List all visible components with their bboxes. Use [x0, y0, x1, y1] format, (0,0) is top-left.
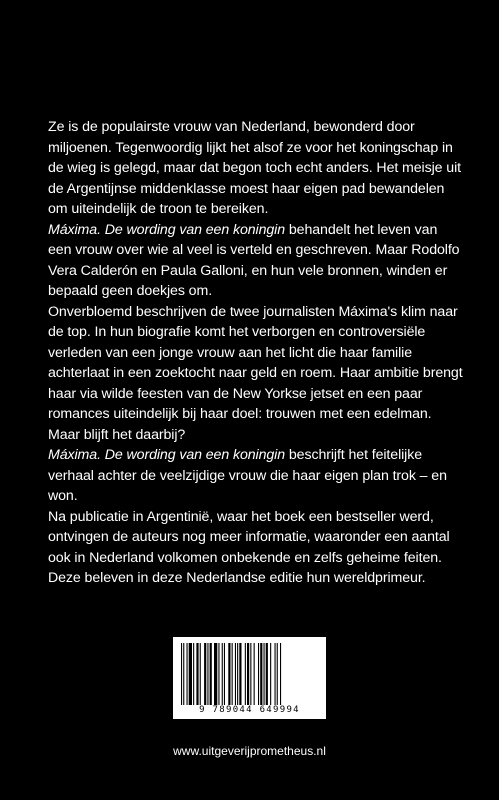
- barcode-bar: [189, 643, 192, 705]
- back-cover-blurb: [48, 117, 463, 589]
- barcode-bar: [207, 643, 208, 705]
- barcode-bar: [247, 643, 249, 705]
- barcode-bar: [214, 643, 217, 705]
- barcode-bar: [264, 643, 265, 705]
- barcode-bar: [204, 643, 206, 705]
- barcode-bar: [277, 643, 278, 705]
- barcode-bar: [218, 643, 219, 705]
- barcode-bar: [235, 643, 236, 705]
- barcode-bar: [228, 643, 230, 705]
- book-title-italic: Máxima. De wording van een koningin: [48, 447, 286, 463]
- blurb-paragraph-5: Na publicatie in Argentinië, waar het boek een bestseller werd, ontvingen de auteurs nog meer informatie, waaronder een aantal ook in Nederland volkomen onbekende en zelfs geheime feiten. Deze beleven in deze Nederlandse editie hun wereldprimeur.: [48, 508, 450, 586]
- barcode-bar: [245, 643, 246, 705]
- barcode-bar: [224, 643, 225, 705]
- barcode-bar: [196, 643, 198, 705]
- blurb-paragraph-1: Ze is de populairste vrouw van Nederland, bewonderd door miljoenen. Tegenwoordig lijkt het alsof ze voor het koningschap in de wieg is gelegd, maar dat begon toch echt anders. Het meisje uit de Argentijnse middenklasse moest haar eigen pad bewandelen om uiteindelijk de troon te bereiken.: [48, 119, 461, 217]
- barcode-bar: [183, 643, 184, 705]
- barcode-bar: [258, 643, 259, 705]
- barcode-bar: [187, 643, 188, 705]
- barcode-bar: [280, 643, 281, 705]
- barcode-bar: [237, 643, 238, 705]
- barcode-bar: [254, 643, 255, 705]
- barcode-bar: [181, 643, 182, 705]
- barcode-bar: [200, 643, 201, 705]
- blurb-paragraph-4-text: beschrijft het feitelijke verhaal achter de veelzijdige vrouw die haar eigen plan trok – en won.: [48, 447, 447, 504]
- barcode-bar: [250, 643, 251, 705]
- barcode-bar: [210, 643, 212, 705]
- barcode-bars: [181, 643, 318, 705]
- barcode-bar: [193, 643, 194, 705]
- book-title-italic: Máxima. De wording van een koningin: [48, 221, 286, 238]
- isbn-barcode: [173, 637, 326, 719]
- barcode-bar: [222, 643, 223, 705]
- barcode-bar: [270, 643, 271, 705]
- barcode-bar: [260, 643, 262, 705]
- barcode-bar: [266, 643, 268, 705]
- blurb-paragraph-3: Onverbloemd beschrijven de twee journalisten Máxima's klim naar de top. In hun biografie komt het verborgen en controversiële verleden van een jonge vrouw aan het licht die haar familie achterlaat in een zoektocht naar geld en roem. Haar ambitie brengt haar via wilde feesten van de New Yorkse jetset en een paar romances uiteindelijk bij haar doel: trouwen met een edelman. Maar blijft het daarbij?: [48, 303, 463, 443]
- barcode-bar: [232, 643, 233, 705]
- blurb-paragraph-2: [48, 220, 463, 302]
- blurb-paragraph-2-text: behandelt het leven van een vrouw over wie al veel is verteld en geschreven. Maar Rodolfo Vera Calderón en Paula Galloni, en hun vele bronnen, winden er bepaald geen doekjes om.: [48, 221, 460, 299]
- isbn-number: 9 789044 649994: [199, 705, 300, 715]
- blurb-paragraph-4: [48, 445, 463, 507]
- barcode-bar: [275, 643, 276, 705]
- publisher-website: www.uitgeverijprometheus.nl: [173, 744, 326, 758]
- barcode-bar: [239, 643, 241, 705]
